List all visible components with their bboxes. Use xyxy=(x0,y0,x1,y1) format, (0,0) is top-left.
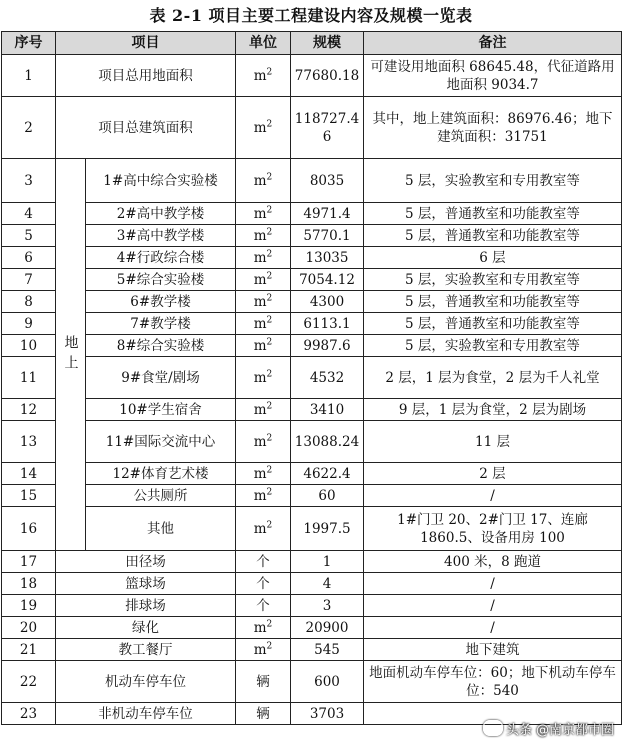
row-no: 16 xyxy=(2,507,56,551)
row-item: 8#综合实验楼 xyxy=(86,335,236,357)
table-header-row xyxy=(2,32,622,55)
header-no: 序号 xyxy=(2,32,56,55)
row-scale: 13088.24 xyxy=(291,421,364,463)
ground-group-label: 地上 xyxy=(56,159,86,551)
row-scale: 8035 xyxy=(291,159,364,203)
row-unit xyxy=(236,225,291,247)
row-unit xyxy=(236,485,291,507)
row-unit: 个 xyxy=(236,595,291,617)
row-unit xyxy=(236,159,291,203)
header-item: 项目 xyxy=(56,32,236,55)
row-note: 5 层，普通教室和功能教室等 xyxy=(364,313,622,335)
row-scale: 118727.46 xyxy=(291,97,364,159)
table-row xyxy=(2,225,622,247)
row-note: 400 米，8 跑道 xyxy=(364,551,622,573)
unit-base: m xyxy=(253,369,267,386)
row-no: 2 xyxy=(2,97,56,159)
unit-base: m xyxy=(253,520,267,537)
unit-base: m xyxy=(253,205,267,222)
header-scale: 规模 xyxy=(291,32,364,55)
table-row xyxy=(2,639,622,661)
unit-superscript: 2 xyxy=(266,619,273,629)
row-unit xyxy=(236,463,291,485)
row-scale: 1 xyxy=(291,551,364,573)
row-item: 4#行政综合楼 xyxy=(86,247,236,269)
row-scale: 1997.5 xyxy=(291,507,364,551)
row-item: 其他 xyxy=(86,507,236,551)
row-item: 1#高中综合实验楼 xyxy=(86,159,236,203)
row-note: 9 层，1 层为食堂，2 层为剧场 xyxy=(364,399,622,421)
row-item: 非机动车停车位 xyxy=(56,703,236,725)
row-no: 10 xyxy=(2,335,56,357)
row-item: 10#学生宿舍 xyxy=(86,399,236,421)
watermark-text: 头条 @南京都市圈 xyxy=(505,723,614,738)
table-title: 表 2-1 项目主要工程建设内容及规模一览表 xyxy=(149,6,473,25)
table-row xyxy=(2,97,622,159)
row-item: 9#食堂/剧场 xyxy=(86,357,236,399)
table-row xyxy=(2,421,622,463)
row-unit xyxy=(236,247,291,269)
row-item: 5#综合实验楼 xyxy=(86,269,236,291)
row-no: 12 xyxy=(2,399,56,421)
row-note: 2 层，1 层为食堂，2 层为千人礼堂 xyxy=(364,357,622,399)
unit-base: m xyxy=(253,641,267,658)
row-item: 教工餐厅 xyxy=(56,639,236,661)
table-row xyxy=(2,485,622,507)
table-row xyxy=(2,573,622,595)
row-unit: 个 xyxy=(236,551,291,573)
unit-base: m xyxy=(253,227,267,244)
row-note: 6 层 xyxy=(364,247,622,269)
unit-superscript: 2 xyxy=(266,172,273,182)
table-row xyxy=(2,551,622,573)
unit-superscript: 2 xyxy=(266,315,273,325)
row-unit xyxy=(236,55,291,97)
row-item: 12#体育艺术楼 xyxy=(86,463,236,485)
unit-superscript: 2 xyxy=(266,271,273,281)
header-note: 备注 xyxy=(364,32,622,55)
row-no: 11 xyxy=(2,357,56,399)
table-row xyxy=(2,617,622,639)
row-unit xyxy=(236,203,291,225)
row-item: 项目总建筑面积 xyxy=(56,97,236,159)
row-item: 排球场 xyxy=(56,595,236,617)
table-row xyxy=(2,463,622,485)
row-note: 其中，地上建筑面积：86976.46；地下建筑面积：31751 xyxy=(364,97,622,159)
table-row xyxy=(2,661,622,703)
row-scale: 545 xyxy=(291,639,364,661)
row-unit xyxy=(236,507,291,551)
unit-base: m xyxy=(253,249,267,266)
row-item: 6#教学楼 xyxy=(86,291,236,313)
row-unit: 个 xyxy=(236,573,291,595)
unit-base: m xyxy=(253,67,267,84)
row-no: 15 xyxy=(2,485,56,507)
row-note: 2 层 xyxy=(364,463,622,485)
project-table xyxy=(1,31,622,725)
row-note: 5 层，实验教室和专用教室等 xyxy=(364,269,622,291)
row-scale: 4300 xyxy=(291,291,364,313)
row-no: 4 xyxy=(2,203,56,225)
table-row xyxy=(2,595,622,617)
row-note: / xyxy=(364,595,622,617)
row-item: 2#高中教学楼 xyxy=(86,203,236,225)
row-no: 23 xyxy=(2,703,56,725)
row-scale: 7054.12 xyxy=(291,269,364,291)
row-scale: 3410 xyxy=(291,399,364,421)
row-note: 5 层，普通教室和功能教室等 xyxy=(364,225,622,247)
row-unit: 辆 xyxy=(236,703,291,725)
unit-superscript: 2 xyxy=(266,369,273,379)
unit-base: m xyxy=(253,293,267,310)
table-row xyxy=(2,269,622,291)
table-row xyxy=(2,335,622,357)
row-no: 14 xyxy=(2,463,56,485)
unit-superscript: 2 xyxy=(266,337,273,347)
row-scale: 3703 xyxy=(291,703,364,725)
row-note: / xyxy=(364,617,622,639)
row-item: 公共厕所 xyxy=(86,485,236,507)
row-note: / xyxy=(364,485,622,507)
row-item: 机动车停车位 xyxy=(56,661,236,703)
row-note: 1#门卫 20、2#门卫 17、连廊 1860.5、设备用房 100 xyxy=(364,507,622,551)
unit-superscript: 2 xyxy=(266,487,273,497)
row-scale: 60 xyxy=(291,485,364,507)
row-unit xyxy=(236,399,291,421)
row-item: 3#高中教学楼 xyxy=(86,225,236,247)
unit-base: m xyxy=(253,401,267,418)
unit-superscript: 2 xyxy=(266,641,273,651)
unit-superscript: 2 xyxy=(266,465,273,475)
row-item: 绿化 xyxy=(56,617,236,639)
row-unit xyxy=(236,313,291,335)
row-scale: 9987.6 xyxy=(291,335,364,357)
table-row xyxy=(2,247,622,269)
unit-base: m xyxy=(253,619,267,636)
row-no: 1 xyxy=(2,55,56,97)
unit-base: m xyxy=(253,337,267,354)
row-unit xyxy=(236,97,291,159)
row-scale: 4 xyxy=(291,573,364,595)
unit-superscript: 2 xyxy=(266,67,273,77)
row-scale: 3 xyxy=(291,595,364,617)
unit-superscript: 2 xyxy=(266,227,273,237)
table-row xyxy=(2,357,622,399)
row-unit xyxy=(236,335,291,357)
row-note: 地下建筑 xyxy=(364,639,622,661)
unit-superscript: 2 xyxy=(266,205,273,215)
row-no: 20 xyxy=(2,617,56,639)
row-item: 7#教学楼 xyxy=(86,313,236,335)
unit-superscript: 2 xyxy=(266,401,273,411)
unit-base: m xyxy=(253,119,267,136)
row-unit xyxy=(236,357,291,399)
header-unit: 单位 xyxy=(236,32,291,55)
row-no: 7 xyxy=(2,269,56,291)
table-row xyxy=(2,159,622,203)
unit-base: m xyxy=(253,172,267,189)
row-scale: 600 xyxy=(291,661,364,703)
unit-base: m xyxy=(253,433,267,450)
unit-base: m xyxy=(253,315,267,332)
row-item: 田径场 xyxy=(56,551,236,573)
row-no: 9 xyxy=(2,313,56,335)
unit-base: m xyxy=(253,271,267,288)
table-body xyxy=(2,55,622,725)
unit-superscript: 2 xyxy=(266,520,273,530)
unit-superscript: 2 xyxy=(266,293,273,303)
row-item: 项目总用地面积 xyxy=(56,55,236,97)
row-unit xyxy=(236,291,291,313)
table-row xyxy=(2,55,622,97)
row-unit: 辆 xyxy=(236,661,291,703)
table-row xyxy=(2,399,622,421)
row-unit xyxy=(236,617,291,639)
unit-superscript: 2 xyxy=(266,433,273,443)
row-no: 18 xyxy=(2,573,56,595)
row-scale: 77680.18 xyxy=(291,55,364,97)
row-no: 5 xyxy=(2,225,56,247)
table-row xyxy=(2,203,622,225)
row-scale: 4971.4 xyxy=(291,203,364,225)
table-row xyxy=(2,507,622,551)
table-row xyxy=(2,291,622,313)
row-unit xyxy=(236,269,291,291)
row-note: 地面机动车停车位：60；地下机动车停车位：540 xyxy=(364,661,622,703)
row-scale: 4532 xyxy=(291,357,364,399)
watermark xyxy=(483,719,614,738)
row-no: 22 xyxy=(2,661,56,703)
row-note: 5 层，普通教室和功能教室等 xyxy=(364,203,622,225)
row-no: 3 xyxy=(2,159,56,203)
row-note: 5 层，普通教室和功能教室等 xyxy=(364,291,622,313)
row-unit xyxy=(236,421,291,463)
row-note: / xyxy=(364,573,622,595)
row-item: 11#国际交流中心 xyxy=(86,421,236,463)
row-no: 6 xyxy=(2,247,56,269)
row-scale: 20900 xyxy=(291,617,364,639)
row-scale: 6113.1 xyxy=(291,313,364,335)
row-no: 17 xyxy=(2,551,56,573)
unit-superscript: 2 xyxy=(266,119,273,129)
row-no: 13 xyxy=(2,421,56,463)
watermark-logo-icon xyxy=(483,720,503,736)
row-note: 11 层 xyxy=(364,421,622,463)
row-note: 可建设用地面积 68645.48，代征道路用地面积 9034.7 xyxy=(364,55,622,97)
row-no: 8 xyxy=(2,291,56,313)
row-scale: 5770.1 xyxy=(291,225,364,247)
row-scale: 13035 xyxy=(291,247,364,269)
unit-superscript: 2 xyxy=(266,249,273,259)
row-scale: 4622.4 xyxy=(291,463,364,485)
row-no: 21 xyxy=(2,639,56,661)
table-row xyxy=(2,313,622,335)
row-no: 19 xyxy=(2,595,56,617)
row-unit xyxy=(236,639,291,661)
unit-base: m xyxy=(253,465,267,482)
unit-base: m xyxy=(253,487,267,504)
row-item: 篮球场 xyxy=(56,573,236,595)
row-note: 5 层，实验教室和专用教室等 xyxy=(364,159,622,203)
row-note: 5 层，实验教室和专用教室等 xyxy=(364,335,622,357)
